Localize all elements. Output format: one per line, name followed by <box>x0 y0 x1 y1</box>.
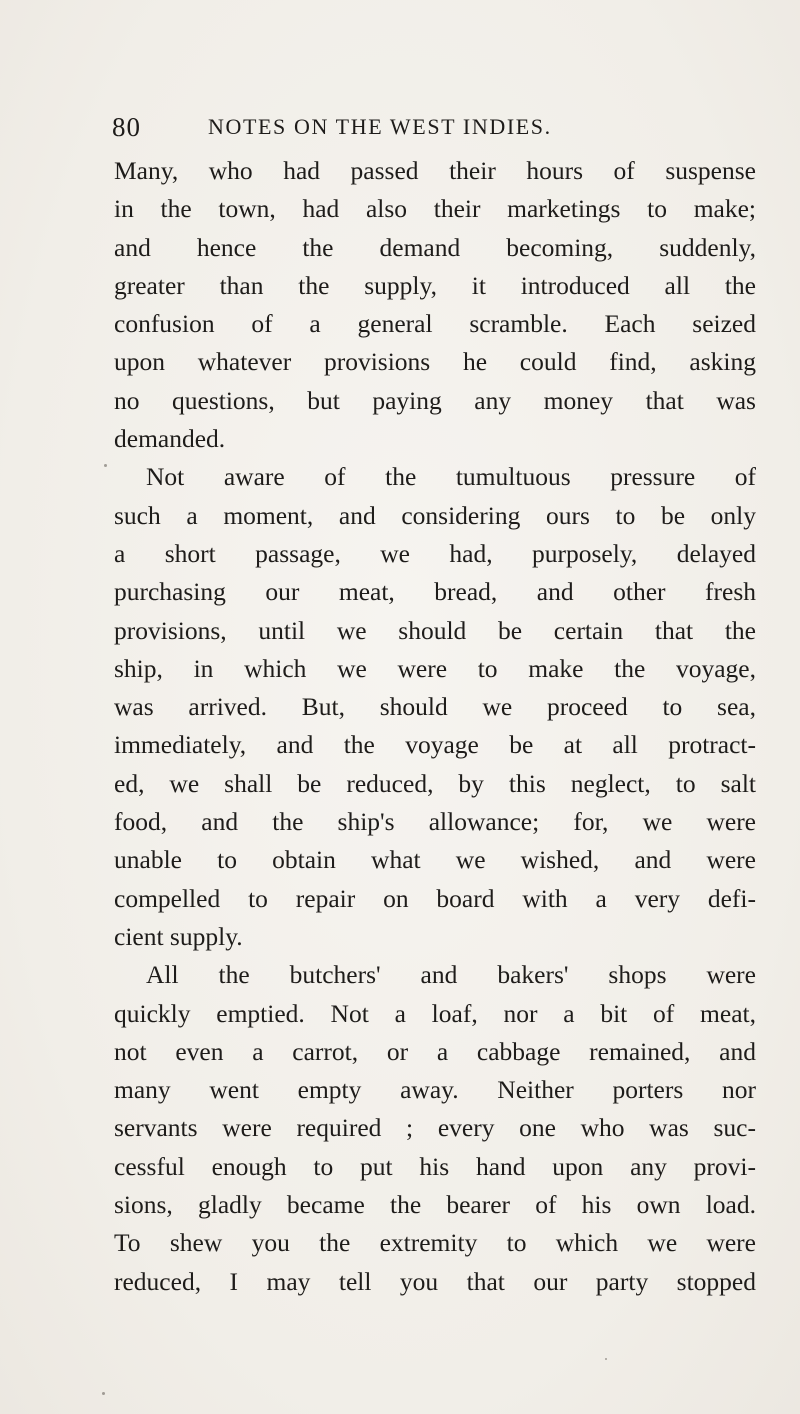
body-text <box>114 152 756 1301</box>
paper-speck <box>104 464 107 467</box>
text-line: in the town, had also their marketings to make; <box>114 194 756 224</box>
text-line: All the butchers' and bakers' shops were <box>146 960 756 990</box>
text-line: such a moment, and considering ours to be only <box>114 500 756 530</box>
text-line: immediately, and the voyage be at all protract- <box>114 730 756 760</box>
text-line: ship, in which we were to make the voyage, <box>114 653 756 683</box>
text-line: Many, who had passed their hours of suspense <box>114 156 756 185</box>
paper-speck <box>102 1392 105 1395</box>
text-line: greater than the supply, it introduced all the <box>114 270 756 300</box>
text-line: Not aware of the tumultuous pressure of <box>146 462 756 492</box>
text-line: demanded. <box>114 424 226 454</box>
text-line: confusion of a general scramble. Each seized <box>114 309 756 339</box>
text-line: and hence the demand becoming, suddenly, <box>114 232 756 262</box>
text-line: compelled to repair on board with a very defi- <box>114 883 756 913</box>
text-line: cessful enough to put his hand upon any provi- <box>114 1151 756 1181</box>
text-line: sions, gladly became the bearer of his own load. <box>114 1190 756 1220</box>
text-line: food, and the ship's allowance; for, we were <box>114 807 756 837</box>
paper-speck <box>605 1358 607 1360</box>
text-line: servants were required ; every one who was suc- <box>114 1113 756 1143</box>
text-line: ed, we shall be reduced, by this neglect, to salt <box>114 768 756 798</box>
text-line: no questions, but paying any money that was <box>114 385 756 415</box>
text-line: upon whatever provisions he could find, asking <box>114 347 756 377</box>
text-line: quickly emptied. Not a loaf, nor a bit of meat, <box>114 998 756 1028</box>
running-title: NOTES ON THE WEST INDIES. <box>208 114 552 139</box>
running-head <box>112 112 762 148</box>
text-line: unable to obtain what we wished, and were <box>114 845 756 875</box>
text-line: was arrived. But, should we proceed to sea, <box>114 692 756 722</box>
page-number: 80 <box>112 112 141 142</box>
text-line: purchasing our meat, bread, and other fresh <box>114 577 756 607</box>
text-line: cient supply. <box>114 921 243 951</box>
text-line: a short passage, we had, purposely, delayed <box>114 538 756 568</box>
text-line: many went empty away. Neither porters nor <box>114 1075 756 1105</box>
text-line: reduced, I may tell you that our party stopped <box>114 1266 756 1296</box>
text-line: To shew you the extremity to which we were <box>114 1228 756 1258</box>
text-line: not even a carrot, or a cabbage remained, and <box>114 1036 756 1066</box>
text-line: provisions, until we should be certain that the <box>114 615 756 645</box>
